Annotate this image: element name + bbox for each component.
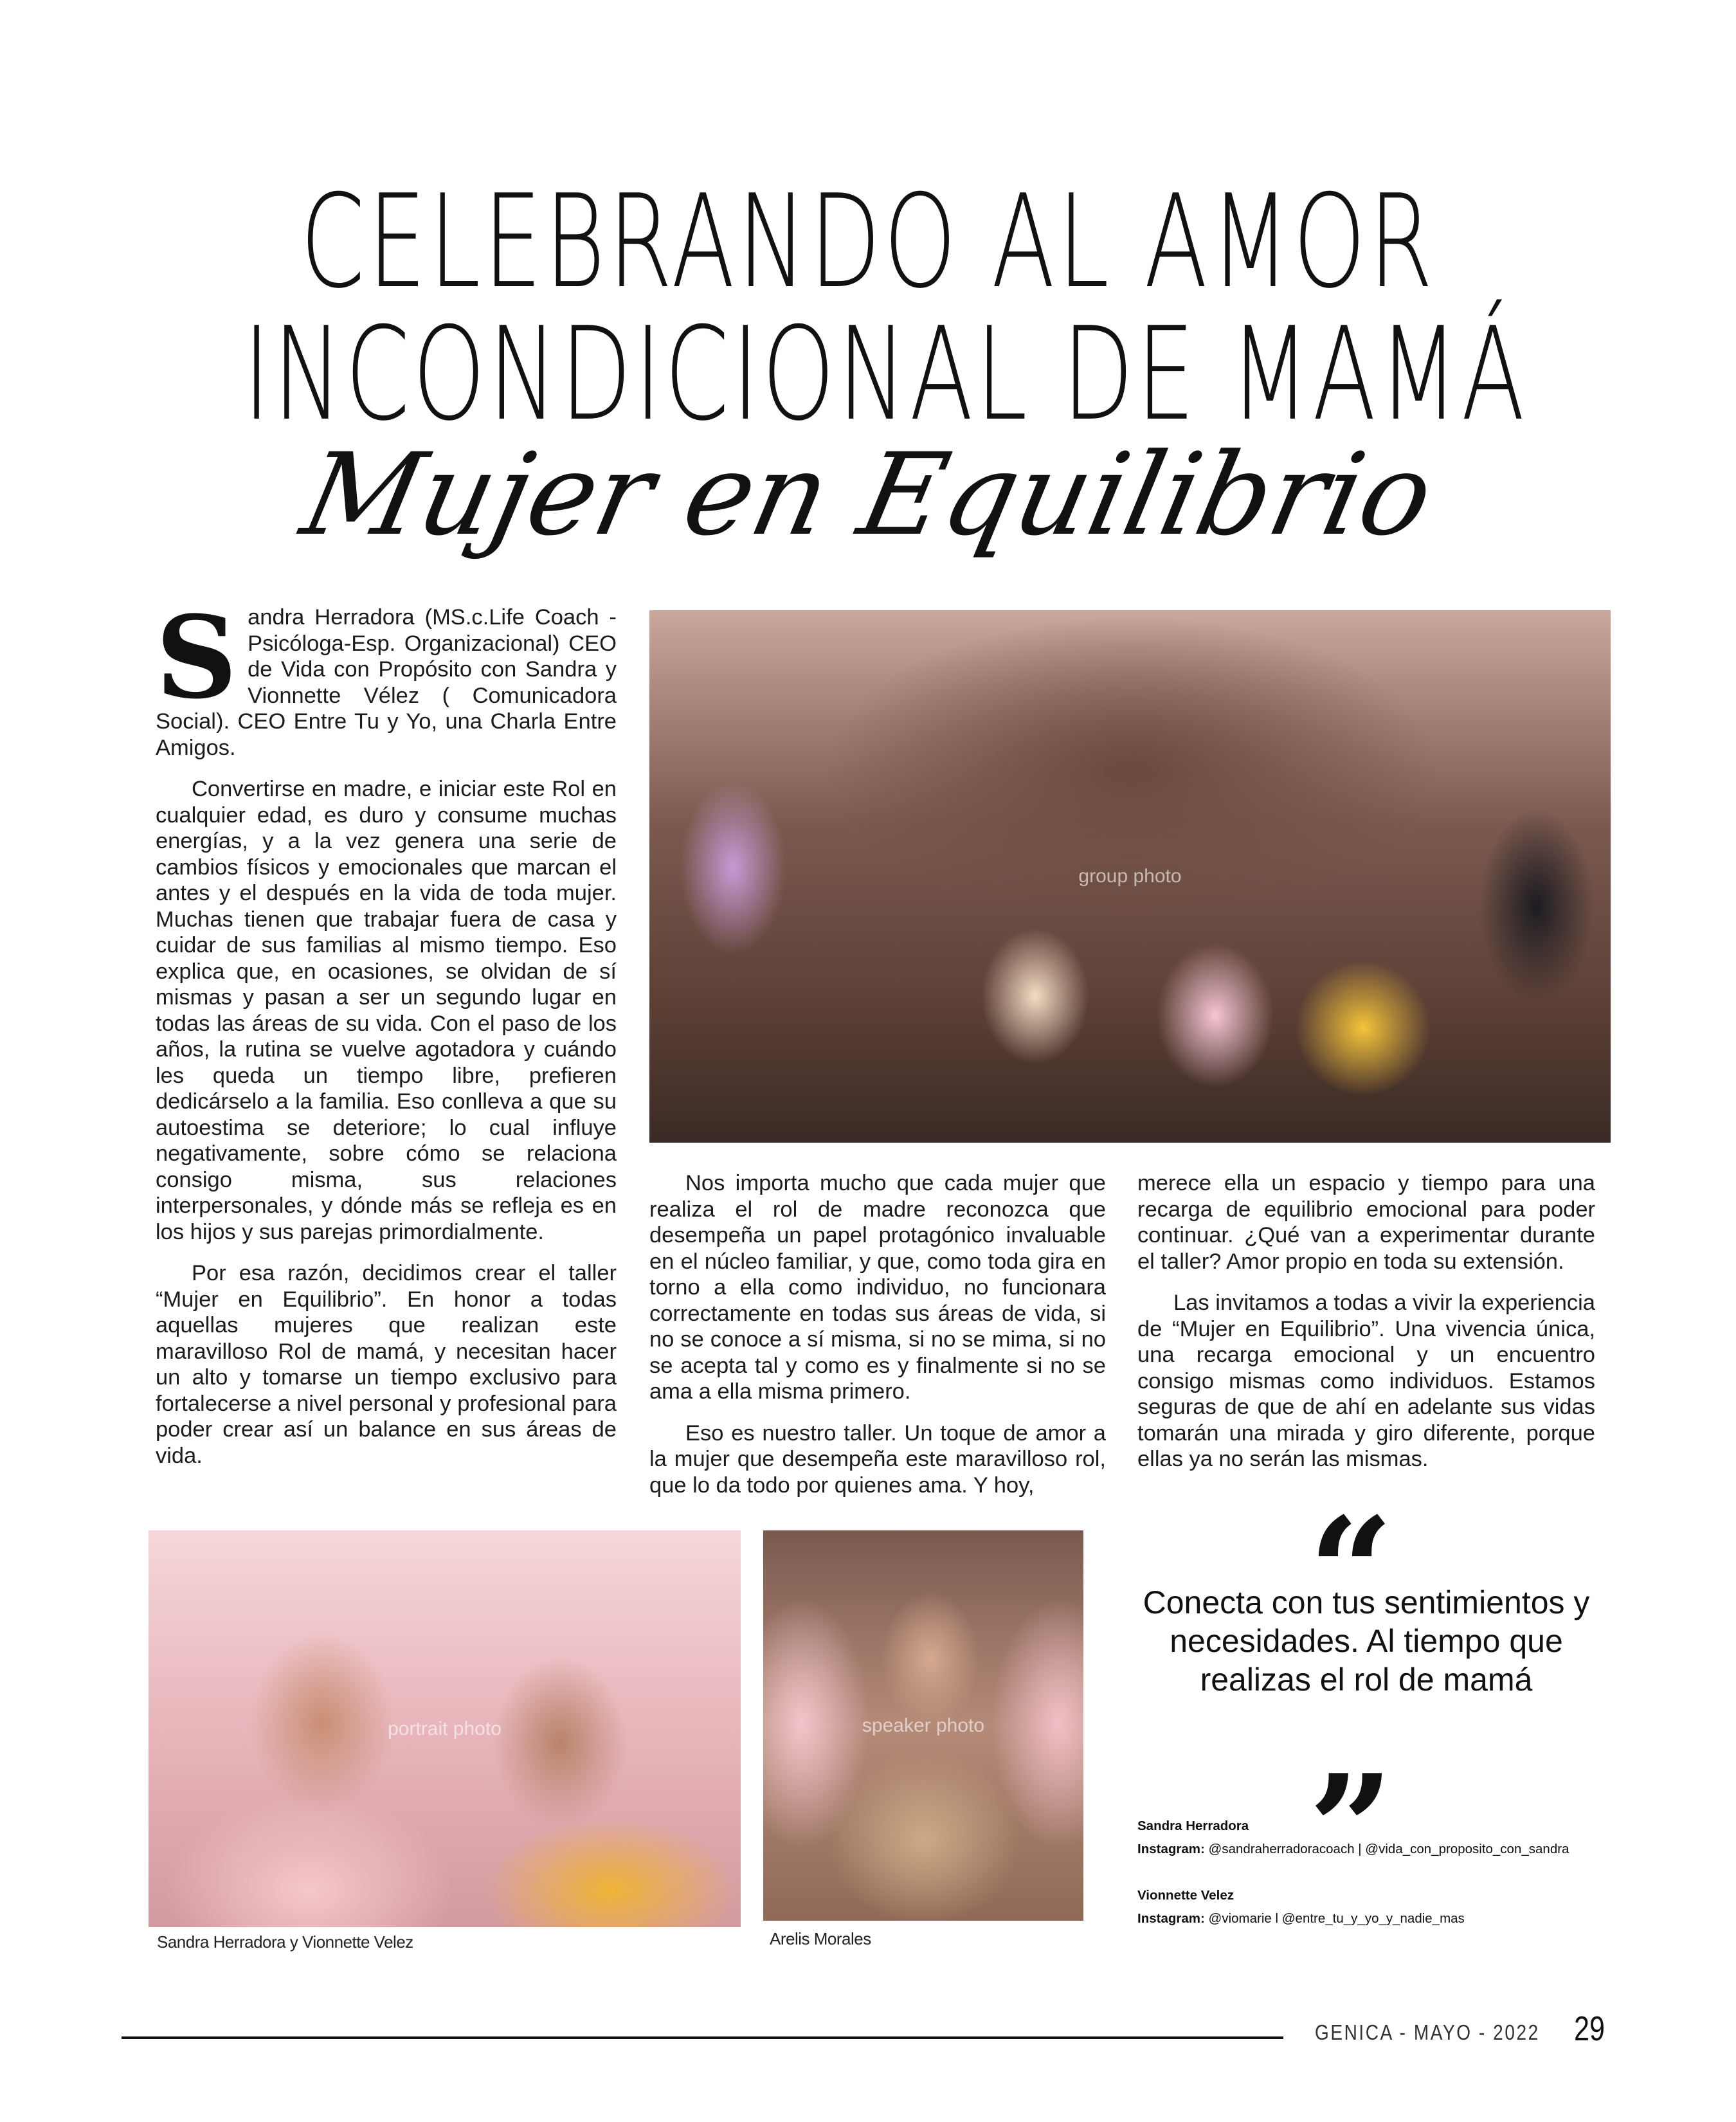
- body-paragraph: Eso es nuestro taller. Un toque de amor a la mujer que desempeña este maravilloso rol, que lo da todo por quienes ama. Y hoy,: [649, 1420, 1106, 1498]
- credit-label: Instagram:: [1137, 1842, 1205, 1856]
- speaker-photo: [763, 1530, 1083, 1921]
- credit-handles: @viomarie l @entre_tu_y_yo_y_nadie_mas: [1204, 1911, 1465, 1926]
- pair-photo: [149, 1530, 741, 1927]
- body-column-left: [156, 591, 617, 1484]
- credit-name: Sandra Herradora: [1137, 1818, 1249, 1833]
- body-paragraph: merece ella un espacio y tiempo para una recarga de equilibrio emocional para poder continuar. ¿Qué van a experimentar durante el taller? Amor propio en toda su extensión.: [1137, 1171, 1595, 1274]
- open-quote-icon: “: [1308, 1485, 1394, 1659]
- pull-quote: Conecta con tus sentimientos y necesidades. Al tiempo que realizas el rol de mamá: [1143, 1584, 1590, 1698]
- credit-block: [1137, 1884, 1465, 1930]
- body-paragraph: Convertirse en madre, e iniciar este Rol en cualquier edad, es duro y consume muchas energías, y a la vez genera una serie de cambios físicos y emocionales que marcan el antes y el después en la vida de toda mujer. Muchas tienen que trabajar fuera de casa y cuidar de sus familias al mismo tiempo. Eso explica que, en ocasiones, se olvidan de sí mismas y pasan a ser un segundo lugar en todas las áreas de su vida. Con el paso de los años, la rutina se vuelve agotadora y cuándo les queda un tiempo libre, prefieren dedicárselo a la familia. Eso conlleva a que su autoestima se deteriore; lo cual influye negativamente, sobre cómo se relaciona consigo misma, sus relaciones interpersonales, y dónde más se refleja es en los hijos y sus parejas primordialmente.: [156, 777, 617, 1244]
- title-line-1: CELEBRANDO AL AMOR: [300, 167, 1436, 317]
- drop-cap: S: [156, 591, 238, 724]
- photo-caption: Sandra Herradora y Vionnette Velez: [157, 1932, 413, 1952]
- body-paragraph: Las invitamos a todas a vivir la experiencia de “Mujer en Equilibrio”. Una vivencia única, una recarga emocional y un encuentro consigo mismas como individuos. Estamos seguras de que de ahí en adelante sus vidas tomarán una mirada y giro diferente, porque ellas ya no serán las mismas.: [1137, 1291, 1595, 1471]
- body-paragraph: Por esa razón, decidimos crear el taller “Mujer en Equilibrio”. En honor a todas aquellas mujeres que realizan este maravilloso Rol de mamá, y necesitan hacer un alto y tomarse un tiempo exclusivo para fortalecerse a nivel personal y profesional para poder crear así un balance en sus áreas de vida.: [156, 1261, 617, 1468]
- footer-rule: [122, 2036, 1283, 2039]
- credit-block: [1137, 1815, 1569, 1861]
- photo-placeholder-label: group photo: [1078, 866, 1182, 887]
- credit-handles: @sandraherradoracoach | @vida_con_proposito_con_sandra: [1204, 1842, 1569, 1856]
- body-paragraph: Nos importa mucho que cada mujer que realiza el rol de madre reconozca que desempeña un papel protagónico invaluable en el núcleo familiar, y que, como toda gira en torno a ella como individuo, no funcionara correctamente en todas sus áreas de vida, si no se conoce a sí misma, si no se mima, si no se acepta tal y como es y finalmente si no se ama a ella misma primero.: [649, 1171, 1106, 1404]
- credit-name: Vionnette Velez: [1137, 1888, 1234, 1903]
- title-line-2: INCONDICIONAL DE MAMÁ: [242, 300, 1528, 449]
- photo-placeholder-label: speaker photo: [862, 1714, 985, 1736]
- page-number: 29: [1574, 2009, 1605, 2048]
- intro-paragraph: [156, 591, 617, 761]
- photo-caption: Arelis Morales: [770, 1929, 871, 1948]
- intro-text: andra Herradora (MS.c.Life Coach -Psicóloga-Esp. Organizacional) CEO de Vida con Propósito con Sandra y Vionnette Vélez ( Comunicadora Social). CEO Entre Tu y Yo, una Charla Entre Amigos.: [156, 605, 617, 760]
- body-column-middle: [649, 1170, 1106, 1514]
- footer-text: GENICA - MAYO - 2022: [1315, 2020, 1540, 2044]
- subtitle-script: Mujer en Equilibrio: [292, 429, 1445, 561]
- group-photo: [649, 610, 1611, 1143]
- photo-placeholder-label: portrait photo: [388, 1718, 502, 1739]
- credit-label: Instagram:: [1137, 1911, 1205, 1926]
- body-column-right: [1137, 1170, 1595, 1488]
- close-quote-icon: ”: [1308, 1743, 1394, 1916]
